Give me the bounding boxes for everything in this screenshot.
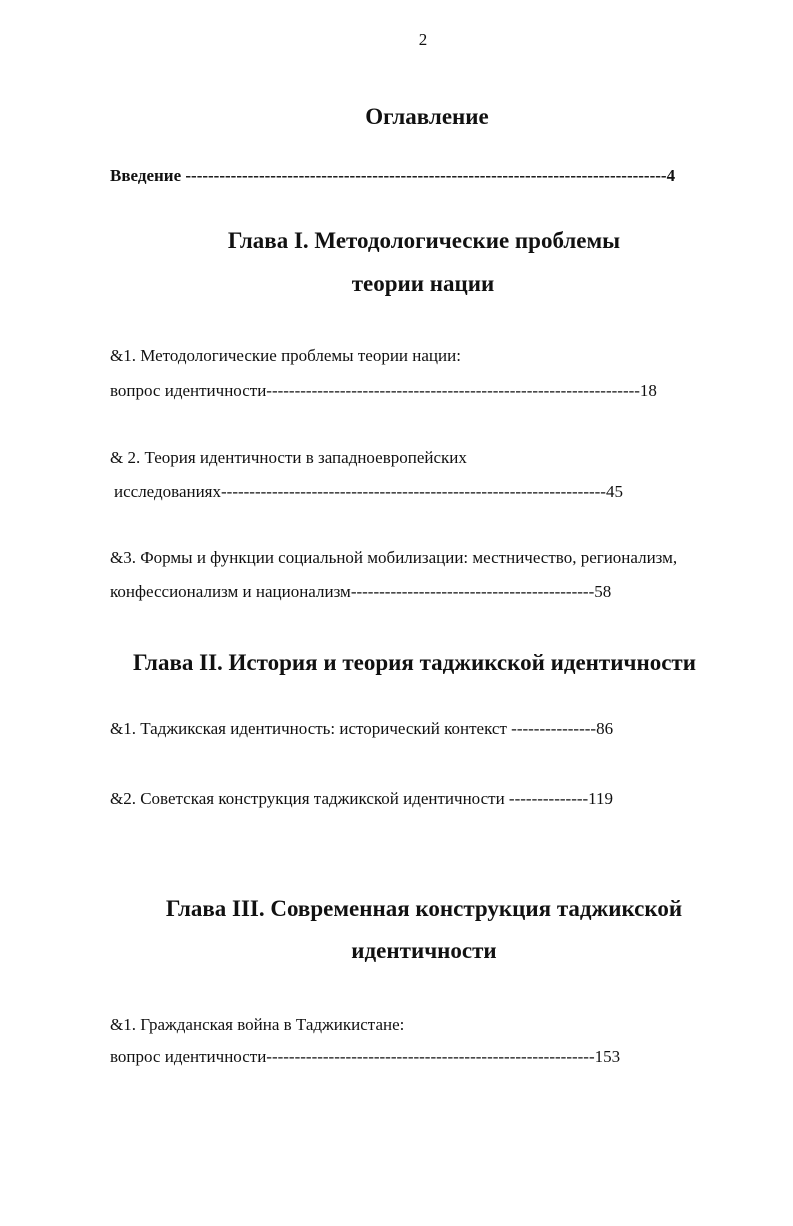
toc-entry-ch3-s1-line-2: вопрос идентичности----------------------------------------------------------153	[110, 1047, 621, 1066]
chapter-3-title-line-1: Глава III. Современная конструкция таджикской	[165, 896, 683, 921]
chapter-2-title: Глава II. История и теория таджикской идентичности	[133, 650, 696, 675]
toc-entry-ch1-s2-line-1: & 2. Теория идентичности в западноевропейских	[110, 448, 467, 467]
toc-entry-introduction: Введение -------------------------------------------------------------------------------------4	[110, 166, 676, 185]
toc-entry-ch1-s1-line-2: вопрос идентичности------------------------------------------------------------------18	[110, 381, 657, 400]
toc-entry-ch1-s3-line-1: &3. Формы и функции социальной мобилизации: местничество, регионализм,	[110, 548, 678, 567]
toc-entry-ch2-s1: &1. Таджикская идентичность: исторический контекст ---------------86	[110, 719, 614, 738]
chapter-3-title-line-2: идентичности	[351, 938, 497, 963]
chapter-1-title-line-2: теории нации	[351, 271, 495, 296]
chapter-1-title-line-1: Глава I. Методологические проблемы	[227, 228, 621, 253]
toc-entry-ch2-s2: &2. Советская конструкция таджикской идентичности --------------119	[110, 789, 614, 808]
toc-entry-ch3-s1-line-1: &1. Гражданская война в Таджикистане:	[110, 1015, 405, 1034]
toc-entry-ch1-s1-line-1: &1. Методологические проблемы теории нации:	[110, 346, 461, 365]
toc-entry-ch1-s2-line-2: исследованиях--------------------------------------------------------------------45	[114, 482, 623, 501]
toc-title: Оглавление	[365, 104, 489, 129]
toc-entry-ch1-s3-line-2: конфессионализм и национализм-------------------------------------------58	[110, 582, 612, 601]
page-number: 2	[418, 30, 428, 49]
